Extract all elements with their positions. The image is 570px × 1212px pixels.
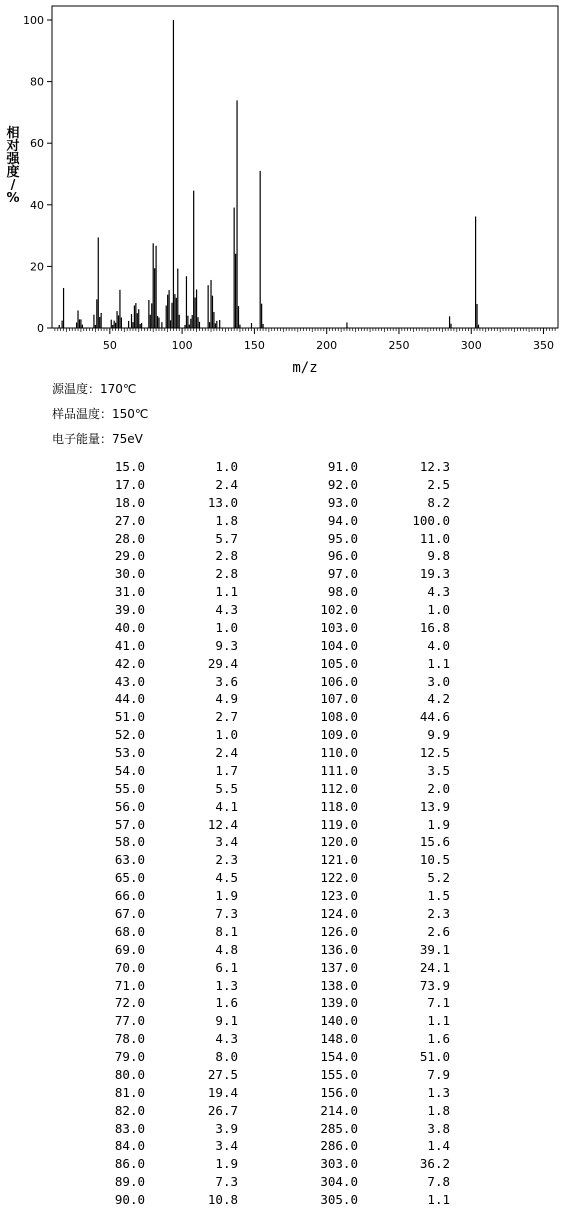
peak-mz-right: 92.0 <box>327 476 358 492</box>
peak-intensity-right: 1.0 <box>427 602 450 618</box>
y-tick-label: 20 <box>30 260 44 274</box>
peak-intensity-left: 1.1 <box>215 584 238 600</box>
peak-intensity-right: 11.0 <box>419 530 450 546</box>
peak-intensity-left: 7.3 <box>215 906 238 921</box>
peak-intensity-right: 8.2 <box>427 494 450 510</box>
peak-mz-right: 112.0 <box>320 780 358 796</box>
peak-mz-left: 79.0 <box>114 1049 145 1065</box>
peak-intensity-left: 12.4 <box>207 816 238 832</box>
peak-mz-right: 97.0 <box>327 566 358 582</box>
table-row <box>0 977 570 994</box>
peak-intensity-left: 6.1 <box>215 959 238 975</box>
peak-mz-left: 67.0 <box>114 906 145 921</box>
peak-intensity-left: 1.0 <box>215 727 238 743</box>
peak-intensity-left: 2.3 <box>215 852 238 868</box>
peak-intensity-right: 12.5 <box>419 745 450 761</box>
peak-intensity-left: 2.8 <box>215 566 238 582</box>
peak-intensity-right: 2.0 <box>427 780 450 796</box>
peak-mz-right: 304.0 <box>320 1174 358 1190</box>
y-tick-label: 80 <box>30 75 44 89</box>
peak-mz-right: 136.0 <box>320 941 358 957</box>
peak-mz-left: 72.0 <box>114 995 145 1011</box>
table-row <box>0 1191 570 1208</box>
peak-intensity-left: 2.7 <box>215 709 238 725</box>
peak-mz-right: 123.0 <box>320 888 358 904</box>
peak-intensity-right: 1.1 <box>427 1013 450 1029</box>
peak-mz-left: 77.0 <box>114 1013 145 1029</box>
peak-intensity-left: 1.7 <box>215 762 238 778</box>
peak-mz-left: 55.0 <box>114 780 145 796</box>
table-row <box>0 530 570 547</box>
peak-mz-left: 42.0 <box>114 655 145 671</box>
condition-value: 170℃ <box>100 382 137 396</box>
peak-mz-right: 106.0 <box>320 673 358 689</box>
peak-mz-left: 90.0 <box>114 1192 145 1208</box>
peak-mz-right: 124.0 <box>320 906 358 921</box>
y-tick-label: 40 <box>30 198 44 212</box>
peak-mz-right: 102.0 <box>320 602 358 618</box>
peak-mz-right: 108.0 <box>320 709 358 725</box>
peak-intensity-left: 2.4 <box>215 745 238 761</box>
table-row <box>0 1120 570 1137</box>
peak-intensity-left: 8.1 <box>215 923 238 939</box>
peak-intensity-left: 27.5 <box>207 1066 238 1082</box>
y-tick-label: 60 <box>30 137 44 151</box>
x-axis-minor-ticks <box>55 328 555 332</box>
table-row <box>0 547 570 564</box>
peak-intensity-left: 2.8 <box>215 548 238 564</box>
peak-intensity-left: 5.7 <box>215 530 238 546</box>
peak-intensity-right: 16.8 <box>419 619 450 635</box>
peak-mz-right: 137.0 <box>320 959 358 975</box>
table-row <box>0 941 570 958</box>
peak-mz-left: 68.0 <box>114 923 145 939</box>
peak-mz-left: 30.0 <box>114 566 145 582</box>
peak-intensity-right: 7.9 <box>427 1066 450 1082</box>
x-tick-label: 100 <box>171 339 193 352</box>
y-axis-label-char: % <box>6 191 20 206</box>
table-row <box>0 583 570 600</box>
peak-mz-right: 107.0 <box>320 691 358 707</box>
peak-mz-right: 285.0 <box>320 1120 358 1136</box>
y-axis-label <box>5 125 20 206</box>
x-axis-ticks <box>103 328 554 352</box>
peak-intensity-right: 15.6 <box>419 834 450 850</box>
peak-mz-left: 84.0 <box>114 1138 145 1154</box>
condition-value: 150℃ <box>112 407 149 421</box>
x-tick-label: 350 <box>533 339 555 352</box>
peak-mz-right: 94.0 <box>327 512 358 528</box>
table-row <box>0 1173 570 1190</box>
peak-mz-right: 104.0 <box>320 637 358 653</box>
peak-mz-left: 81.0 <box>114 1084 145 1100</box>
peak-intensity-left: 4.3 <box>215 1031 238 1047</box>
peak-intensity-right: 1.8 <box>427 1102 450 1118</box>
peak-mz-right: 98.0 <box>327 584 358 600</box>
peak-intensity-left: 9.1 <box>215 1013 238 1029</box>
table-row <box>0 1084 570 1101</box>
peak-mz-left: 15.0 <box>114 459 145 474</box>
table-row <box>0 1030 570 1047</box>
peak-mz-right: 155.0 <box>320 1066 358 1082</box>
peak-mz-left: 40.0 <box>114 619 145 635</box>
peak-intensity-right: 44.6 <box>419 709 450 725</box>
table-row <box>0 726 570 743</box>
peak-intensity-right: 2.6 <box>427 923 450 939</box>
table-row <box>0 833 570 850</box>
peak-intensity-left: 13.0 <box>207 494 238 510</box>
peak-intensity-right: 3.0 <box>427 673 450 689</box>
condition-line <box>52 380 136 397</box>
peak-mz-left: 63.0 <box>114 852 145 868</box>
peak-mz-right: 126.0 <box>320 923 358 939</box>
table-row <box>0 816 570 833</box>
table-row <box>0 994 570 1011</box>
y-tick-label: 100 <box>23 14 44 27</box>
peak-mz-left: 82.0 <box>114 1102 145 1118</box>
peak-mz-right: 303.0 <box>320 1156 358 1172</box>
peak-mz-left: 52.0 <box>114 727 145 743</box>
condition-line <box>52 430 143 447</box>
peak-intensity-left: 3.4 <box>215 1138 238 1154</box>
peak-mz-left: 66.0 <box>114 888 145 904</box>
table-row <box>0 690 570 707</box>
table-row <box>0 1155 570 1172</box>
peak-mz-right: 111.0 <box>320 762 358 778</box>
table-row <box>0 673 570 690</box>
x-tick-label: 200 <box>316 339 338 352</box>
table-row <box>0 923 570 940</box>
peak-intensity-left: 9.3 <box>215 637 238 653</box>
peak-intensity-left: 10.8 <box>207 1192 238 1208</box>
peak-intensity-left: 26.7 <box>207 1102 238 1118</box>
peak-mz-left: 69.0 <box>114 941 145 957</box>
peak-intensity-left: 1.0 <box>215 459 238 474</box>
y-tick-label: 0 <box>37 322 44 335</box>
peak-mz-right: 110.0 <box>320 745 358 761</box>
peak-intensity-right: 1.6 <box>427 1031 450 1047</box>
table-row <box>0 708 570 725</box>
peak-intensity-right: 73.9 <box>419 977 450 993</box>
peak-intensity-left: 3.4 <box>215 834 238 850</box>
peak-intensity-left: 1.0 <box>215 619 238 635</box>
peak-mz-right: 118.0 <box>320 798 358 814</box>
peak-mz-right: 109.0 <box>320 727 358 743</box>
peak-mz-left: 51.0 <box>114 709 145 725</box>
peak-intensity-right: 10.5 <box>419 852 450 868</box>
peak-intensity-left: 1.9 <box>215 888 238 904</box>
peak-mz-left: 31.0 <box>114 584 145 600</box>
peak-intensity-left: 19.4 <box>207 1084 238 1100</box>
peak-mz-left: 53.0 <box>114 745 145 761</box>
peak-mz-left: 39.0 <box>114 602 145 618</box>
peak-mz-right: 214.0 <box>320 1102 358 1118</box>
plot-frame <box>52 6 558 328</box>
peak-intensity-left: 29.4 <box>207 655 238 671</box>
peak-intensity-right: 3.8 <box>427 1120 450 1136</box>
condition-separator: ： <box>100 432 113 446</box>
table-row <box>0 744 570 761</box>
peak-intensity-right: 4.2 <box>427 691 450 707</box>
table-row <box>0 959 570 976</box>
condition-label: 样品温度 <box>52 407 101 421</box>
peak-intensity-left: 1.6 <box>215 995 238 1011</box>
peak-mz-left: 86.0 <box>114 1156 145 1172</box>
peak-intensity-right: 7.1 <box>427 995 450 1011</box>
peak-mz-left: 41.0 <box>114 637 145 653</box>
x-tick-label: 300 <box>460 339 482 352</box>
peak-mz-left: 71.0 <box>114 977 145 993</box>
peak-mz-right: 105.0 <box>320 655 358 671</box>
peak-mz-right: 286.0 <box>320 1138 358 1154</box>
peak-bars <box>59 20 478 328</box>
peak-intensity-right: 9.8 <box>427 548 450 564</box>
y-axis-label-char: 相 <box>6 126 20 141</box>
peak-intensity-right: 24.1 <box>419 959 450 975</box>
peak-intensity-right: 100.0 <box>412 512 450 528</box>
peak-intensity-right: 2.3 <box>427 906 450 921</box>
peak-mz-right: 95.0 <box>327 530 358 546</box>
y-axis-ticks <box>23 14 52 335</box>
peak-mz-right: 103.0 <box>320 619 358 635</box>
peak-mz-left: 54.0 <box>114 762 145 778</box>
peak-mz-right: 121.0 <box>320 852 358 868</box>
peak-mz-right: 119.0 <box>320 816 358 832</box>
table-row <box>0 565 570 582</box>
table-row <box>0 798 570 815</box>
peak-mz-left: 78.0 <box>114 1031 145 1047</box>
peak-mz-left: 57.0 <box>114 816 145 832</box>
peak-mz-right: 96.0 <box>327 548 358 564</box>
table-row <box>0 601 570 618</box>
table-row <box>0 1102 570 1119</box>
peak-mz-left: 18.0 <box>114 494 145 510</box>
y-axis-label-char: 强 <box>6 152 20 167</box>
peak-intensity-right: 1.9 <box>427 816 450 832</box>
peak-mz-left: 56.0 <box>114 798 145 814</box>
table-row <box>0 869 570 886</box>
condition-label: 源温度 <box>52 382 89 396</box>
peak-intensity-right: 1.1 <box>427 655 450 671</box>
peak-intensity-right: 3.5 <box>427 762 450 778</box>
peak-intensity-left: 8.0 <box>215 1049 238 1065</box>
table-row <box>0 1048 570 1065</box>
peak-intensity-right: 51.0 <box>419 1049 450 1065</box>
peak-intensity-right: 39.1 <box>419 941 450 957</box>
peak-mz-left: 44.0 <box>114 691 145 707</box>
table-row <box>0 1012 570 1029</box>
table-row <box>0 851 570 868</box>
table-row <box>0 512 570 529</box>
peak-intensity-left: 2.4 <box>215 476 238 492</box>
peak-intensity-left: 3.6 <box>215 673 238 689</box>
peak-intensity-left: 4.5 <box>215 870 238 886</box>
peak-intensity-left: 4.8 <box>215 941 238 957</box>
table-row <box>0 1066 570 1083</box>
peak-intensity-left: 4.1 <box>215 798 238 814</box>
table-row <box>0 762 570 779</box>
peak-intensity-right: 5.2 <box>427 870 450 886</box>
peak-intensity-right: 13.9 <box>419 798 450 814</box>
peak-mz-right: 140.0 <box>320 1013 358 1029</box>
peak-intensity-left: 4.9 <box>215 691 238 707</box>
peak-mz-left: 27.0 <box>114 512 145 528</box>
peak-mz-left: 58.0 <box>114 834 145 850</box>
peak-intensity-left: 5.5 <box>215 780 238 796</box>
peak-intensity-right: 9.9 <box>427 727 450 743</box>
peak-intensity-left: 4.3 <box>215 602 238 618</box>
y-axis-label-char: 度 <box>6 165 20 180</box>
x-tick-label: 250 <box>388 339 410 352</box>
peak-intensity-right: 4.3 <box>427 584 450 600</box>
peak-mz-right: 93.0 <box>327 494 358 510</box>
table-row <box>0 637 570 654</box>
peak-intensity-right: 1.3 <box>427 1084 450 1100</box>
peak-intensity-left: 1.9 <box>215 1156 238 1172</box>
peak-intensity-right: 2.5 <box>427 476 450 492</box>
table-row <box>0 476 570 493</box>
peak-mz-left: 83.0 <box>114 1120 145 1136</box>
peak-mz-right: 138.0 <box>320 977 358 993</box>
peak-mz-left: 65.0 <box>114 870 145 886</box>
peak-mz-left: 80.0 <box>114 1066 145 1082</box>
peak-mz-left: 29.0 <box>114 548 145 564</box>
peak-mz-left: 89.0 <box>114 1174 145 1190</box>
peak-mz-right: 122.0 <box>320 870 358 886</box>
peak-intensity-right: 36.2 <box>419 1156 450 1172</box>
peak-intensity-left: 1.8 <box>215 512 238 528</box>
peak-mz-left: 28.0 <box>114 530 145 546</box>
peak-mz-right: 91.0 <box>327 459 358 474</box>
peak-intensity-right: 1.5 <box>427 888 450 904</box>
peak-intensity-right: 7.8 <box>427 1174 450 1190</box>
peak-mz-right: 148.0 <box>320 1031 358 1047</box>
table-row <box>0 1137 570 1154</box>
peak-mz-left: 17.0 <box>114 476 145 492</box>
condition-separator: ： <box>88 382 101 396</box>
peak-mz-left: 43.0 <box>114 673 145 689</box>
table-row <box>0 905 570 922</box>
peak-mz-right: 156.0 <box>320 1084 358 1100</box>
peak-mz-right: 139.0 <box>320 995 358 1011</box>
peak-intensity-left: 3.9 <box>215 1120 238 1136</box>
peak-intensity-right: 1.1 <box>427 1192 450 1208</box>
peak-intensity-left: 7.3 <box>215 1174 238 1190</box>
peak-intensity-right: 4.0 <box>427 637 450 653</box>
table-row <box>0 494 570 511</box>
table-row <box>0 780 570 797</box>
table-row <box>0 655 570 672</box>
condition-label: 电子能量 <box>52 432 101 446</box>
x-tick-label: 150 <box>243 339 265 352</box>
peak-mz-left: 70.0 <box>114 959 145 975</box>
y-axis-label-char: / <box>10 178 16 193</box>
mass-spectrum-chart <box>0 0 570 380</box>
table-row <box>0 619 570 636</box>
peak-intensity-right: 19.3 <box>419 566 450 582</box>
peak-intensity-left: 1.3 <box>215 977 238 993</box>
x-axis-label: m/z <box>292 360 318 376</box>
peak-intensity-right: 1.4 <box>427 1138 450 1154</box>
condition-separator: ： <box>100 407 113 421</box>
condition-value: 75eV <box>112 432 143 446</box>
x-tick-label: 50 <box>102 339 117 352</box>
table-row <box>0 458 570 475</box>
condition-line <box>52 405 148 422</box>
y-axis-label-char: 对 <box>6 139 20 154</box>
peak-mz-right: 120.0 <box>320 834 358 850</box>
peak-intensity-right: 12.3 <box>419 459 450 474</box>
peak-mz-right: 154.0 <box>320 1049 358 1065</box>
peak-mz-right: 305.0 <box>320 1192 358 1208</box>
table-row <box>0 887 570 904</box>
